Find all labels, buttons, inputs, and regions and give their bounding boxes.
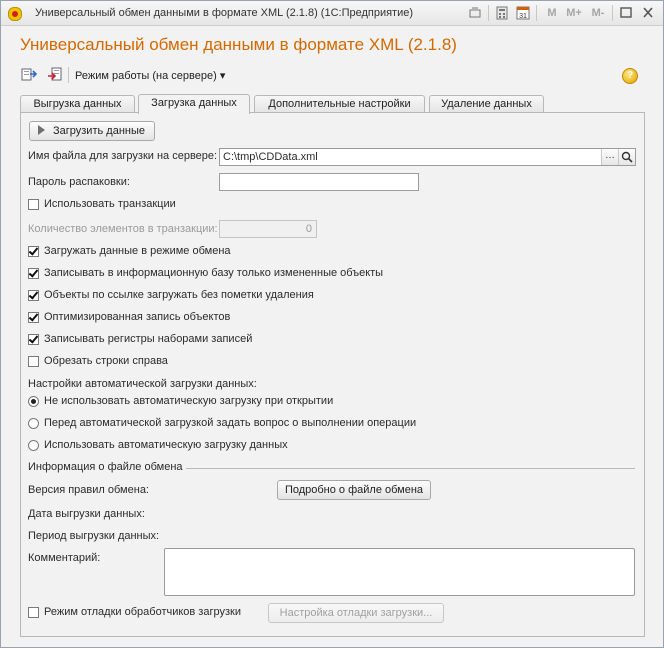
calendar-icon[interactable] bbox=[516, 5, 530, 21]
register-sets-label: Записывать регистры наборами записей bbox=[44, 333, 253, 345]
load-data-button-label: Загрузить данные bbox=[53, 125, 145, 137]
import-panel bbox=[20, 112, 645, 637]
mode-dropdown[interactable] bbox=[75, 69, 225, 82]
separator bbox=[68, 67, 69, 83]
separator bbox=[536, 5, 537, 21]
chevron-down-icon: ▾ bbox=[219, 70, 226, 82]
svg-text:31: 31 bbox=[519, 13, 527, 20]
memory-plus-button[interactable]: M+ bbox=[566, 7, 582, 19]
optimized-write-label: Оптимизированная запись объектов bbox=[44, 311, 231, 323]
comment-field[interactable] bbox=[164, 548, 635, 596]
no-auto-load-label: Не использовать автоматическую загрузку при открытии bbox=[44, 395, 334, 407]
ask-before-load-radio[interactable] bbox=[28, 418, 39, 429]
tab-additional-settings[interactable]: Дополнительные настройки bbox=[254, 95, 425, 113]
comment-label: Комментарий: bbox=[28, 552, 101, 564]
file-name-value: C:\tmp\CDData.xml bbox=[223, 151, 318, 163]
title-bar bbox=[1, 1, 663, 26]
no-deletion-mark-label: Объекты по ссылке загружать без пометки удаления bbox=[44, 289, 314, 301]
only-changed-label: Записывать в информационную базу только измененные объекты bbox=[44, 267, 384, 279]
tab-import[interactable]: Загрузка данных bbox=[138, 94, 250, 114]
debug-mode-label: Режим отладки обработчиков загрузки bbox=[44, 606, 241, 618]
form-heading: Универсальный обмен данными в формате XML (2.1.8) bbox=[20, 35, 457, 54]
command-bar bbox=[1, 63, 663, 87]
file-name-label: Имя файла для загрузки на сервере: bbox=[28, 150, 218, 162]
window-title: Универсальный обмен данными в формате XML (2.1.8) (1С:Предприятие) bbox=[35, 7, 414, 19]
debug-mode-checkbox[interactable] bbox=[28, 607, 39, 618]
exchange-mode-checkbox[interactable] bbox=[28, 246, 39, 257]
tx-count-field[interactable]: 0 bbox=[219, 220, 317, 238]
no-deletion-mark-checkbox[interactable] bbox=[28, 290, 39, 301]
tab-delete-data[interactable]: Удаление данных bbox=[429, 95, 544, 113]
use-auto-load-label: Использовать автоматическую загрузку данных bbox=[44, 439, 288, 451]
group-divider bbox=[186, 468, 635, 469]
register-sets-checkbox[interactable] bbox=[28, 334, 39, 345]
load-data-button[interactable] bbox=[29, 121, 155, 141]
calculator-icon[interactable] bbox=[495, 5, 509, 21]
help-icon[interactable]: ? bbox=[622, 68, 638, 84]
separator bbox=[488, 5, 489, 21]
trim-strings-label: Обрезать строки справа bbox=[44, 355, 168, 367]
only-changed-checkbox[interactable] bbox=[28, 268, 39, 279]
1c-app-icon bbox=[8, 7, 22, 21]
auto-load-settings-label: Настройки автоматической загрузки данных: bbox=[28, 378, 257, 390]
separator bbox=[612, 5, 613, 21]
mode-dropdown-label: Режим работы (на сервере) bbox=[75, 70, 217, 82]
rules-version-label: Версия правил обмена: bbox=[28, 484, 149, 496]
trim-strings-checkbox[interactable] bbox=[28, 356, 39, 367]
ask-before-load-label: Перед автоматической загрузкой задать вопрос о выполнении операции bbox=[44, 417, 417, 429]
no-auto-load-radio[interactable] bbox=[28, 396, 39, 407]
use-auto-load-radio[interactable] bbox=[28, 440, 39, 451]
exchange-mode-label: Загружать данные в режиме обмена bbox=[44, 245, 231, 257]
memory-button[interactable]: M bbox=[547, 7, 557, 19]
use-transactions-checkbox[interactable] bbox=[28, 199, 39, 210]
tx-count-label: Количество элементов в транзакции: bbox=[28, 223, 218, 235]
import-rules-icon[interactable] bbox=[47, 66, 63, 82]
search-icon[interactable] bbox=[618, 149, 635, 165]
file-details-button[interactable]: Подробно о файле обмена bbox=[277, 480, 431, 500]
memory-minus-button[interactable]: M- bbox=[591, 7, 605, 19]
exchange-file-info-group: Информация о файле обмена bbox=[28, 461, 183, 473]
export-rules-icon[interactable] bbox=[21, 66, 37, 82]
link-icon[interactable] bbox=[468, 5, 482, 21]
password-label: Пароль распаковки: bbox=[28, 176, 130, 188]
use-transactions-label: Использовать транзакции bbox=[44, 198, 176, 210]
maximize-icon[interactable] bbox=[619, 5, 633, 21]
close-icon[interactable] bbox=[641, 5, 655, 21]
export-period-label: Период выгрузки данных: bbox=[28, 530, 160, 542]
optimized-write-checkbox[interactable] bbox=[28, 312, 39, 323]
ellipsis-button[interactable]: … bbox=[601, 149, 618, 165]
play-icon bbox=[38, 125, 45, 135]
tab-export[interactable]: Выгрузка данных bbox=[20, 95, 135, 113]
debug-settings-button[interactable]: Настройка отладки загрузки... bbox=[268, 603, 444, 623]
password-field[interactable] bbox=[219, 173, 419, 191]
export-date-label: Дата выгрузки данных: bbox=[28, 508, 145, 520]
file-name-field[interactable] bbox=[219, 148, 636, 166]
